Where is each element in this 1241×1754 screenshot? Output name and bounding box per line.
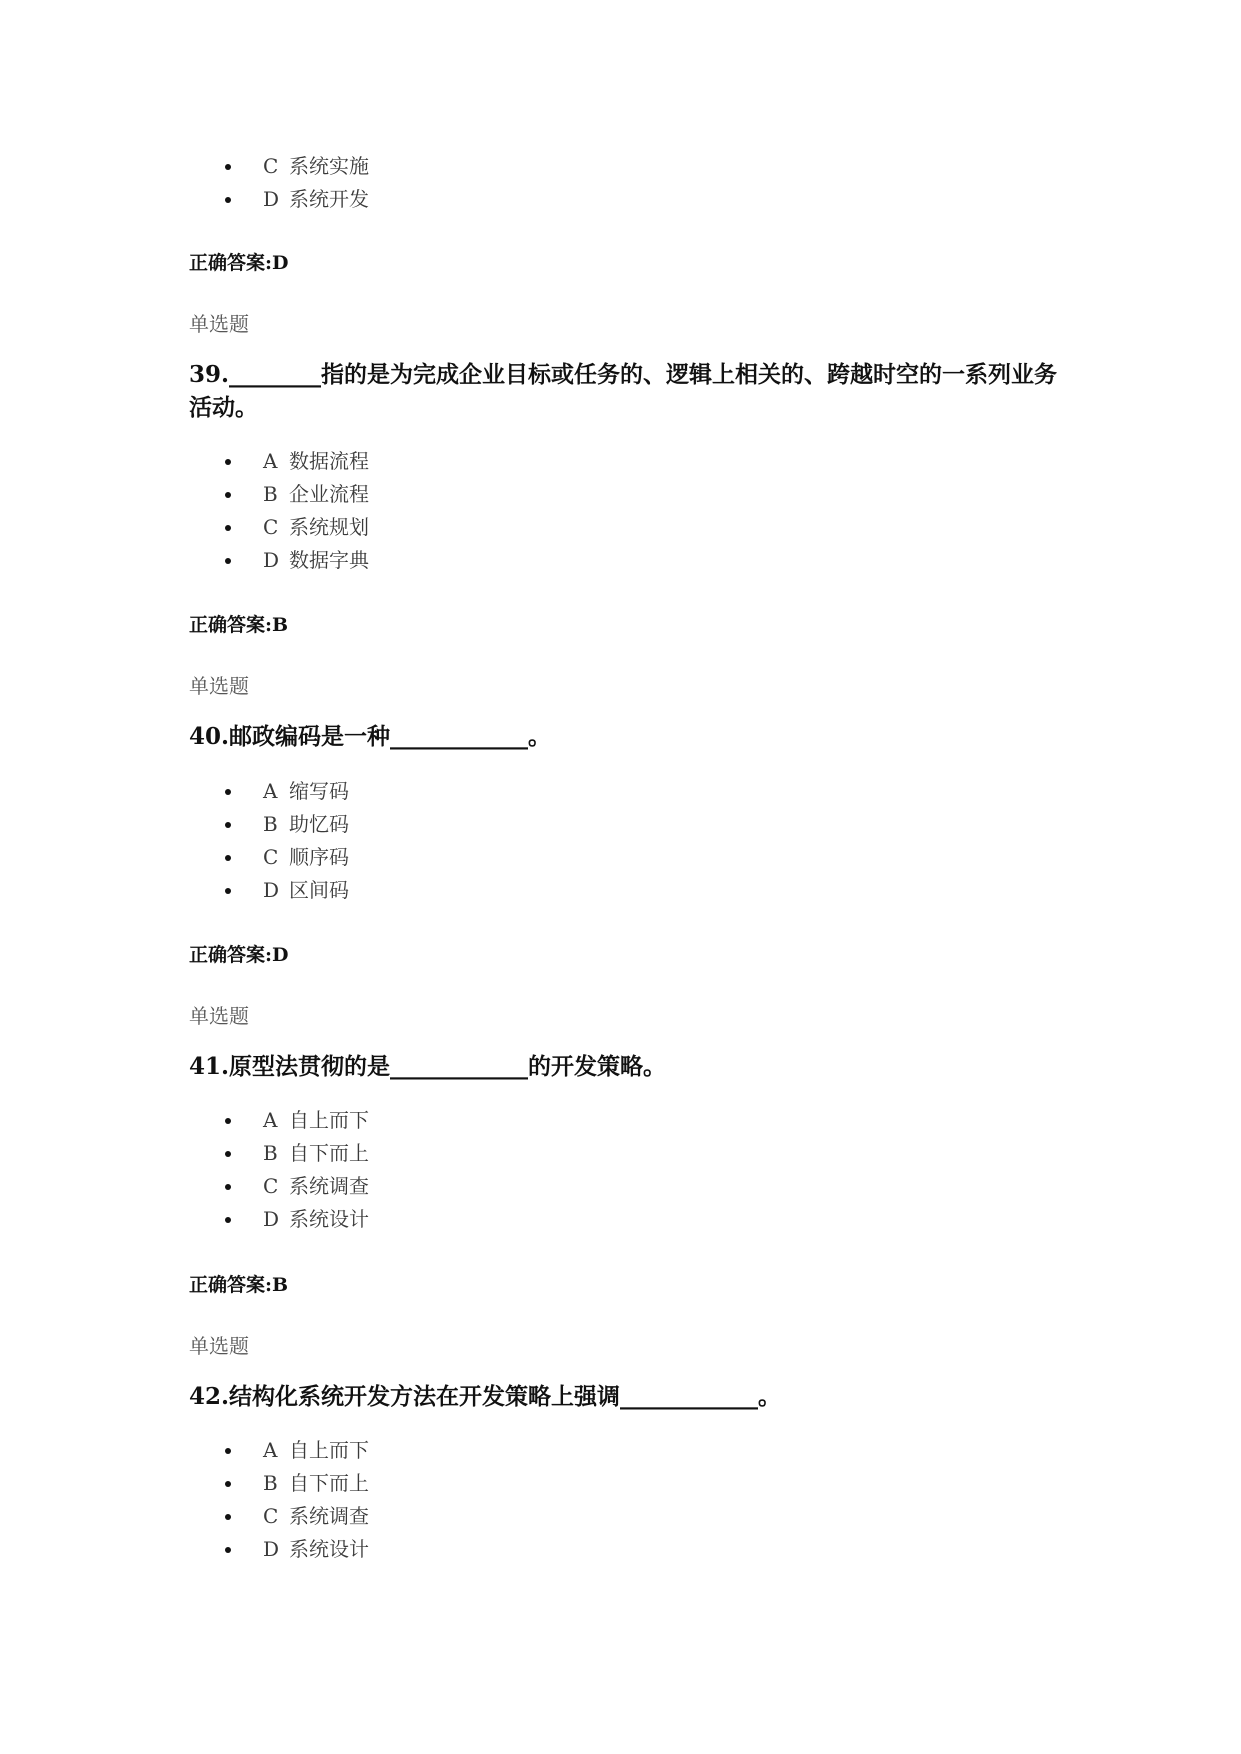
option-letter: B xyxy=(263,1471,278,1495)
option-text: 区间码 xyxy=(289,878,349,902)
option-a xyxy=(0,445,369,478)
option-letter: C xyxy=(263,515,279,539)
question-type: 单选题 xyxy=(189,674,249,698)
option-b xyxy=(0,808,349,841)
question-options xyxy=(0,1434,369,1566)
correct-answer: 正确答案:D xyxy=(189,944,289,966)
option-letter: D xyxy=(263,1207,280,1231)
option-text: 自下而上 xyxy=(289,1141,369,1165)
option-d xyxy=(0,183,369,216)
option-letter: A xyxy=(263,449,278,473)
option-letter: A xyxy=(263,1438,278,1462)
correct-answer: 正确答案:D xyxy=(189,252,289,274)
option-text: 数据流程 xyxy=(289,449,369,473)
option-letter: B xyxy=(263,1141,278,1165)
question-text: 40.邮政编码是一种____________。 xyxy=(189,723,552,750)
option-letter: A xyxy=(263,1108,278,1132)
option-text: 系统规划 xyxy=(289,515,369,539)
option-c xyxy=(0,1500,369,1533)
option-text: 数据字典 xyxy=(289,548,369,572)
option-text: 系统设计 xyxy=(289,1537,369,1561)
option-text: 自上而下 xyxy=(289,1108,369,1132)
option-letter: D xyxy=(263,1537,280,1561)
question-options xyxy=(0,445,369,577)
question-options xyxy=(0,1104,369,1236)
option-c xyxy=(0,511,369,544)
option-text: 系统设计 xyxy=(289,1207,369,1231)
question-text: 42.结构化系统开发方法在开发策略上强调____________。 xyxy=(189,1383,782,1410)
question-type: 单选题 xyxy=(189,312,249,336)
option-b xyxy=(0,478,369,511)
option-text: 系统开发 xyxy=(289,187,369,211)
option-text: 顺序码 xyxy=(289,845,349,869)
option-d xyxy=(0,1203,369,1236)
option-c xyxy=(0,150,369,183)
option-letter: A xyxy=(263,779,278,803)
option-d xyxy=(0,1533,369,1566)
option-b xyxy=(0,1137,369,1170)
carryover-options xyxy=(0,150,369,216)
option-text: 自上而下 xyxy=(289,1438,369,1462)
option-text: 缩写码 xyxy=(289,779,349,803)
question-text: 41.原型法贯彻的是____________的开发策略。 xyxy=(189,1053,667,1080)
option-text: 助忆码 xyxy=(289,812,349,836)
option-d xyxy=(0,874,349,907)
option-letter: C xyxy=(263,154,279,178)
option-text: 系统调查 xyxy=(289,1174,369,1198)
option-letter: B xyxy=(263,812,278,836)
option-letter: C xyxy=(263,845,279,869)
option-text: 系统调查 xyxy=(289,1504,369,1528)
option-a xyxy=(0,1104,369,1137)
option-letter: D xyxy=(263,548,280,572)
option-letter: C xyxy=(263,1174,279,1198)
option-a xyxy=(0,1434,369,1467)
question-options xyxy=(0,775,349,907)
option-a xyxy=(0,775,349,808)
option-b xyxy=(0,1467,369,1500)
correct-answer: 正确答案:B xyxy=(189,614,289,636)
option-letter: D xyxy=(263,878,280,902)
option-letter: C xyxy=(263,1504,279,1528)
option-c xyxy=(0,841,349,874)
option-c xyxy=(0,1170,369,1203)
correct-answer: 正确答案:B xyxy=(189,1274,289,1296)
option-text: 系统实施 xyxy=(289,154,369,178)
option-d xyxy=(0,544,369,577)
option-text: 自下而上 xyxy=(289,1471,369,1495)
question-type: 单选题 xyxy=(189,1334,249,1358)
option-letter: D xyxy=(263,187,280,211)
question-text: 39.________指的是为完成企业目标或任务的、逻辑上相关的、跨越时空的一系列业务活动。 xyxy=(189,361,1058,421)
question-type: 单选题 xyxy=(189,1004,249,1028)
option-text: 企业流程 xyxy=(289,482,369,506)
option-letter: B xyxy=(263,482,278,506)
